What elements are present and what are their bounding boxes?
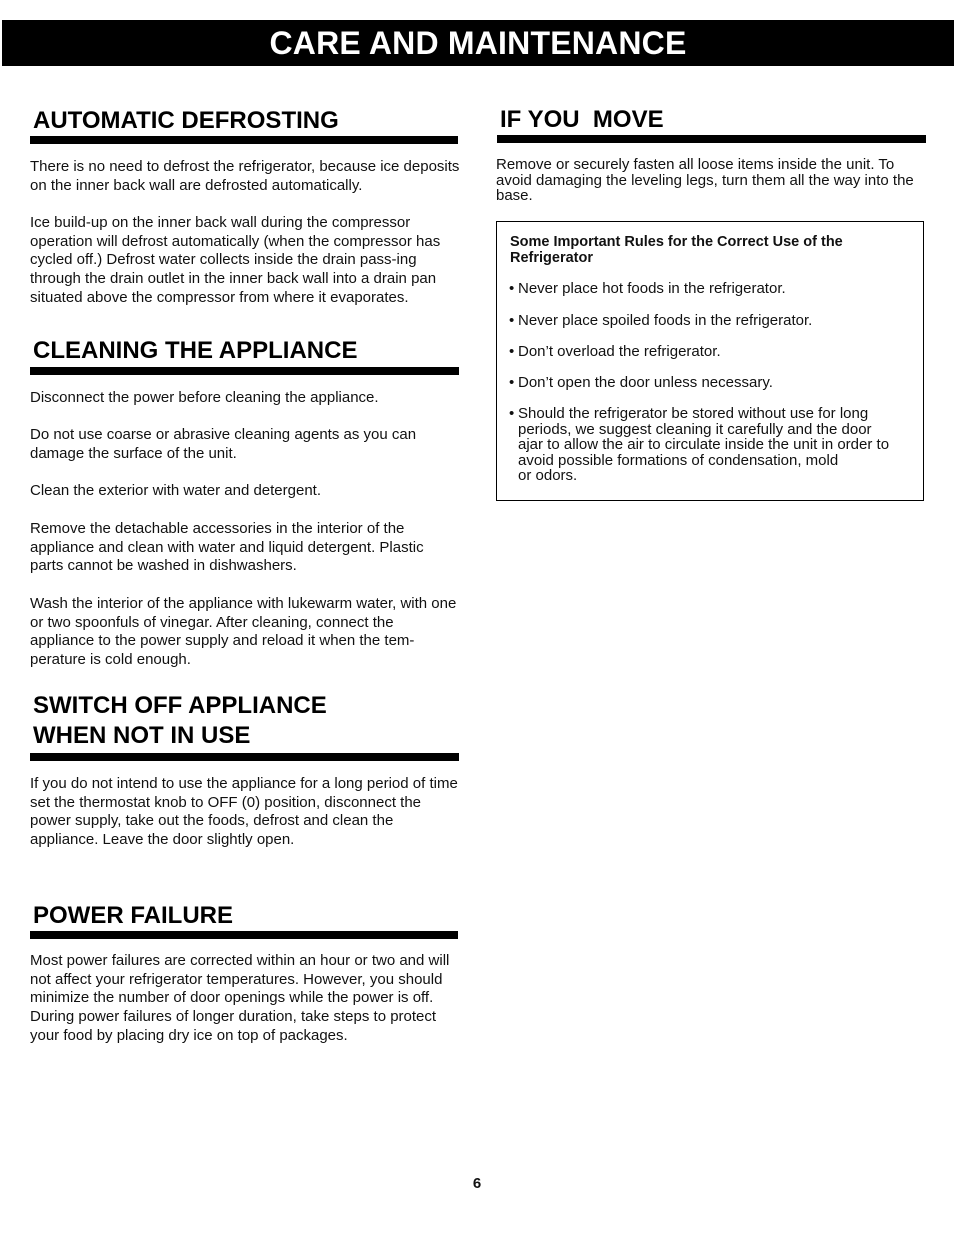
bullet-icon: •: [509, 374, 515, 391]
bullet-icon: •: [509, 343, 515, 360]
page-title: CARE AND MAINTENANCE: [269, 25, 687, 61]
paragraph: If you do not intend to use the appliance for a long period of time set the thermostat knob to OFF (0) position, disconnect the power supply, take out the foods, defrost and clean the appliance. Leave the door slightly open.: [30, 775, 458, 849]
list-item-text: Never place hot foods in the refrigerator.: [518, 280, 786, 297]
list-item-text: Don’t open the door unless necessary.: [518, 374, 773, 391]
section-rule: [30, 753, 459, 761]
paragraph: Clean the exterior with water and detergent.: [30, 482, 321, 499]
list-item: [509, 344, 919, 360]
section-rule: [497, 135, 926, 143]
section-heading-power-failure: POWER FAILURE: [33, 902, 234, 929]
bullet-icon: •: [509, 405, 515, 422]
section-heading-switch-off-appliance: SWITCH OFF APPLIANCE: [33, 692, 327, 719]
section-rule: [30, 367, 459, 375]
section-heading-when-not-in-use: WHEN NOT IN USE: [33, 722, 251, 749]
list-item: [509, 281, 919, 297]
paragraph: Ice build-up on the inner back wall during the compressor operation will defrost automatically (when the compressor has cycled off.) Defrost water collects inside the drain pass-ing through the drain outlet in the inner back wall into a drain pan situated above the compressor from where it evaporates.: [30, 214, 441, 306]
important-rules-box: [496, 221, 924, 501]
list-item-text: Never place spoiled foods in the refrigerator.: [518, 312, 813, 329]
paragraph: Remove the detachable accessories in the interior of the appliance and clean with water and liquid detergent. Plastic parts cannot be washed in dishwashers.: [30, 520, 424, 575]
paragraph: Do not use coarse or abrasive cleaning agents as you can damage the surface of the unit.: [30, 426, 417, 462]
bullet-icon: •: [509, 280, 515, 297]
section-heading-automatic-defrosting: AUTOMATIC DEFROSTING: [33, 107, 339, 134]
paragraph: Wash the interior of the appliance with lukewarm water, with one or two spoonfuls of vinegar. After cleaning, connect the appliance to the power supply and reload it when the tem-perature is cold enough.: [30, 595, 457, 669]
paragraph: There is no need to defrost the refrigerator, because ice deposits on the inner back wall are defrosted automatically.: [30, 158, 460, 194]
section-rule: [30, 136, 458, 144]
paragraph: Disconnect the power before cleaning the appliance.: [30, 389, 379, 406]
list-item-text: Don’t overload the refrigerator.: [518, 343, 721, 360]
section-heading-if-you-move: IF YOU MOVE: [500, 106, 664, 133]
section-rule: [30, 931, 458, 939]
section-heading-cleaning-the-appliance: CLEANING THE APPLIANCE: [33, 337, 358, 364]
bullet-icon: •: [509, 312, 515, 329]
list-item-text: Should the refrigerator be stored without use for long periods, we suggest cleaning it carefully and the door ajar to allow the air to circulate inside the unit in order to avoid possible formations of condensation, mold or odors.: [518, 405, 890, 484]
page-number: 6: [472, 1175, 482, 1192]
paragraph: Most power failures are corrected within an hour or two and will not affect your refrigerator temperatures. However, you should minimize the number of door openings while the power is off. During power failures of longer duration, take steps to protect your food by placing dry ice on top of packages.: [30, 952, 450, 1044]
list-item: [509, 313, 919, 329]
list-item: [509, 375, 919, 391]
list-item: [509, 406, 919, 484]
page-title-banner: [2, 20, 954, 66]
paragraph: Remove or securely fasten all loose items inside the unit. To avoid damaging the leveling legs, turn them all the way into the base.: [496, 156, 914, 204]
rules-box-title: Some Important Rules for the Correct Use of the Refrigerator: [510, 234, 843, 266]
